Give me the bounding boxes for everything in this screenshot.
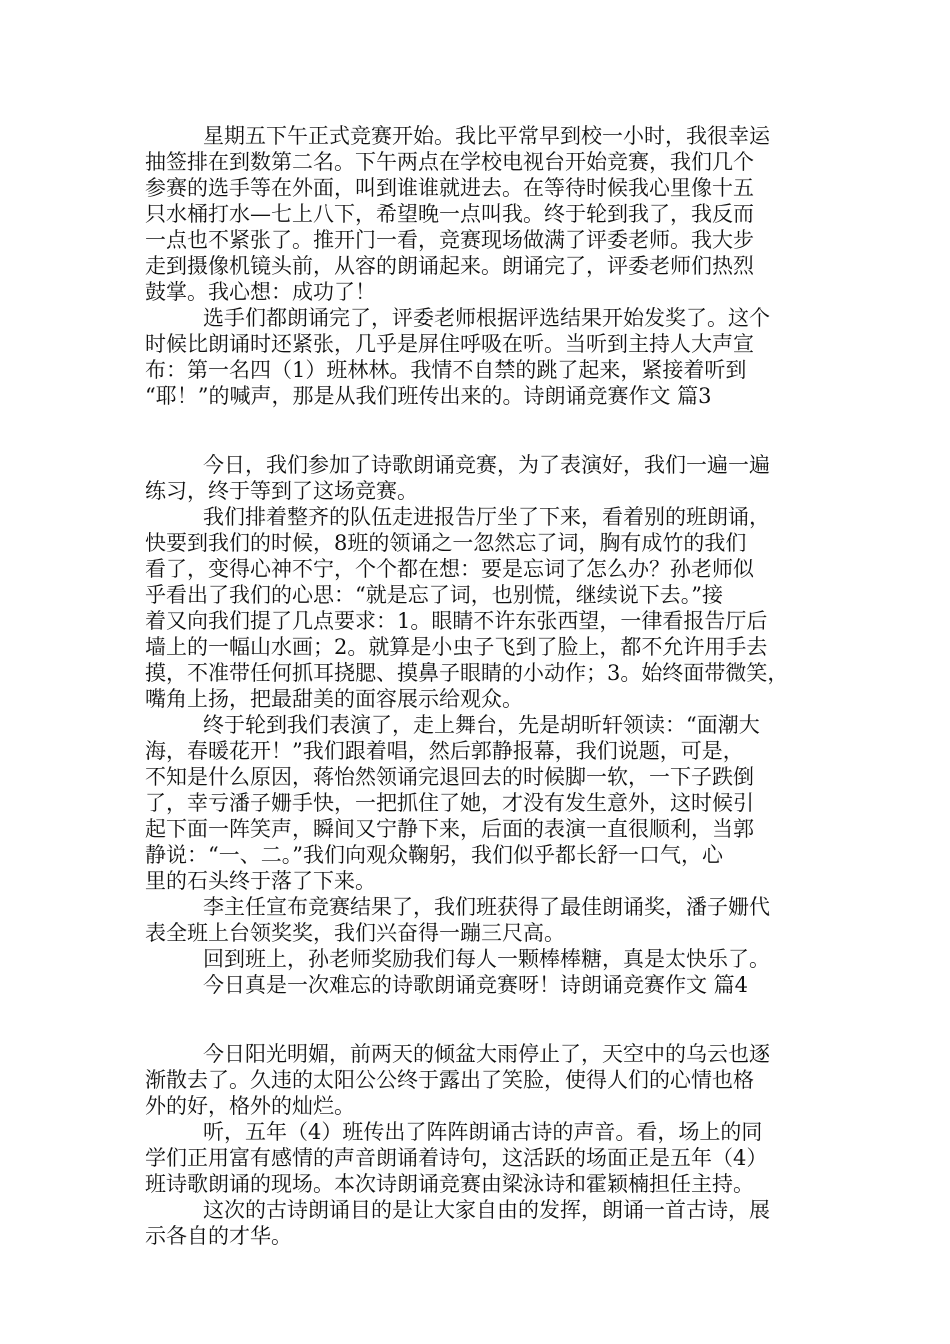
- text-line: 时候比朗诵时还紧张，几乎是屏住呼吸在听。当听到主持人大声宣: [145, 332, 754, 356]
- text-line: 了，幸亏潘子姗手快，一把抓住了她，才没有发生意外，这时候引: [145, 791, 754, 815]
- text-line: 终于轮到我们表演了，走上舞台，先是胡昕轩领读：“面潮大: [203, 713, 760, 737]
- text-line: 嘴角上扬，把最甜美的面容展示给观众。: [145, 687, 523, 711]
- text-line: 班诗歌朗诵的现场。本次诗朗诵竞赛由梁泳诗和霍颖楠担任主持。: [145, 1172, 754, 1196]
- text-line: 鼓掌。我心想：成功了！: [145, 280, 376, 304]
- text-line: 示各自的才华。: [145, 1224, 292, 1248]
- text-line: 回到班上，孙老师奖励我们每人一颗棒棒糖，真是太快乐了。: [203, 947, 770, 971]
- text-line: 不知是什么原因，蒋怡然领诵完退回去的时候脚一软，一下子跌倒: [145, 765, 754, 789]
- text-line: 李主任宣布竞赛结果了，我们班获得了最佳朗诵奖，潘子姗代: [203, 895, 770, 919]
- text-line: 外的好，格外的灿烂。: [145, 1094, 355, 1118]
- text-line: 学们正用富有感情的声音朗诵着诗句，这活跃的场面正是五年（4）: [145, 1146, 768, 1170]
- text-line: 静说：“一、二。”我们向观众鞠躬，我们似乎都长舒一口气，心: [145, 843, 723, 867]
- text-line: 选手们都朗诵完了，评委老师根据评选结果开始发奖了。这个: [203, 306, 770, 330]
- section-heading-line: “耶！”的喊声，那是从我们班传出来的。诗朗诵竞赛作文 篇3: [145, 384, 712, 408]
- text-line: 星期五下午正式竞赛开始。我比平常早到校一小时，我很幸运: [203, 124, 770, 148]
- text-line: 听，五年（4）班传出了阵阵朗诵古诗的声音。看，场上的同: [203, 1120, 763, 1144]
- text-line: 墙上的一幅山水画；2。就算是小虫子飞到了脸上，都不允许用手去: [145, 635, 768, 659]
- text-line: 乎看出了我们的心思：“就是忘了词，也别慌，继续说下去。”接: [145, 583, 723, 607]
- text-line: 一点也不紧张了。推开门一看，竞赛现场做满了评委老师。我大步: [145, 228, 754, 252]
- text-line: 今日，我们参加了诗歌朗诵竞赛，为了表演好，我们一遍一遍: [203, 453, 770, 477]
- text-line: 抽签排在到数第二名。下午两点在学校电视台开始竞赛，我们几个: [145, 150, 754, 174]
- text-line: 走到摄像机镜头前，从容的朗诵起来。朗诵完了，评委老师们热烈: [145, 254, 754, 278]
- text-line: 参赛的选手等在外面，叫到谁谁就进去。在等待时候我心里像十五: [145, 176, 754, 200]
- text-line: 布：第一名四（1）班林林。我情不自禁的跳了起来，紧接着听到: [145, 358, 747, 382]
- section-heading-line: 今日真是一次难忘的诗歌朗诵竞赛呀！诗朗诵竞赛作文 篇4: [203, 973, 749, 997]
- text-line: 里的石头终于落了下来。: [145, 869, 376, 893]
- text-line: 练习，终于等到了这场竞赛。: [145, 479, 418, 503]
- text-line: 着又向我们提了几点要求：1。眼睛不许东张西望，一律看报告厅后: [145, 609, 768, 633]
- text-line: 海，春暖花开！”我们跟着唱，然后郭静报幕，我们说题，可是，: [145, 739, 744, 763]
- text-line: 快要到我们的时候，8班的领诵之一忽然忘了词，胸有成竹的我们: [145, 531, 747, 555]
- text-line: 我们排着整齐的队伍走进报告厅坐了下来，看着别的班朗诵，: [203, 505, 770, 529]
- text-line: 这次的古诗朗诵目的是让大家自由的发挥，朗诵一首古诗，展: [203, 1198, 770, 1222]
- text-line: 看了，变得心神不宁，个个都在想：要是忘词了怎么办？孙老师似: [145, 557, 754, 581]
- text-line: 只水桶打水—七上八下，希望晚一点叫我。终于轮到我了，我反而: [145, 202, 754, 226]
- text-line: 今日阳光明媚，前两天的倾盆大雨停止了，天空中的乌云也逐: [203, 1042, 770, 1066]
- text-line: 渐散去了。久违的太阳公公终于露出了笑脸，使得人们的心情也格: [145, 1068, 754, 1092]
- text-line: 表全班上台领奖奖，我们兴奋得一蹦三尺高。: [145, 921, 565, 945]
- text-line: 摸，不准带任何抓耳挠腮、摸鼻子眼睛的小动作；3。始终面带微笑，: [145, 661, 789, 685]
- text-line: 起下面一阵笑声，瞬间又宁静下来，后面的表演一直很顺利，当郭: [145, 817, 754, 841]
